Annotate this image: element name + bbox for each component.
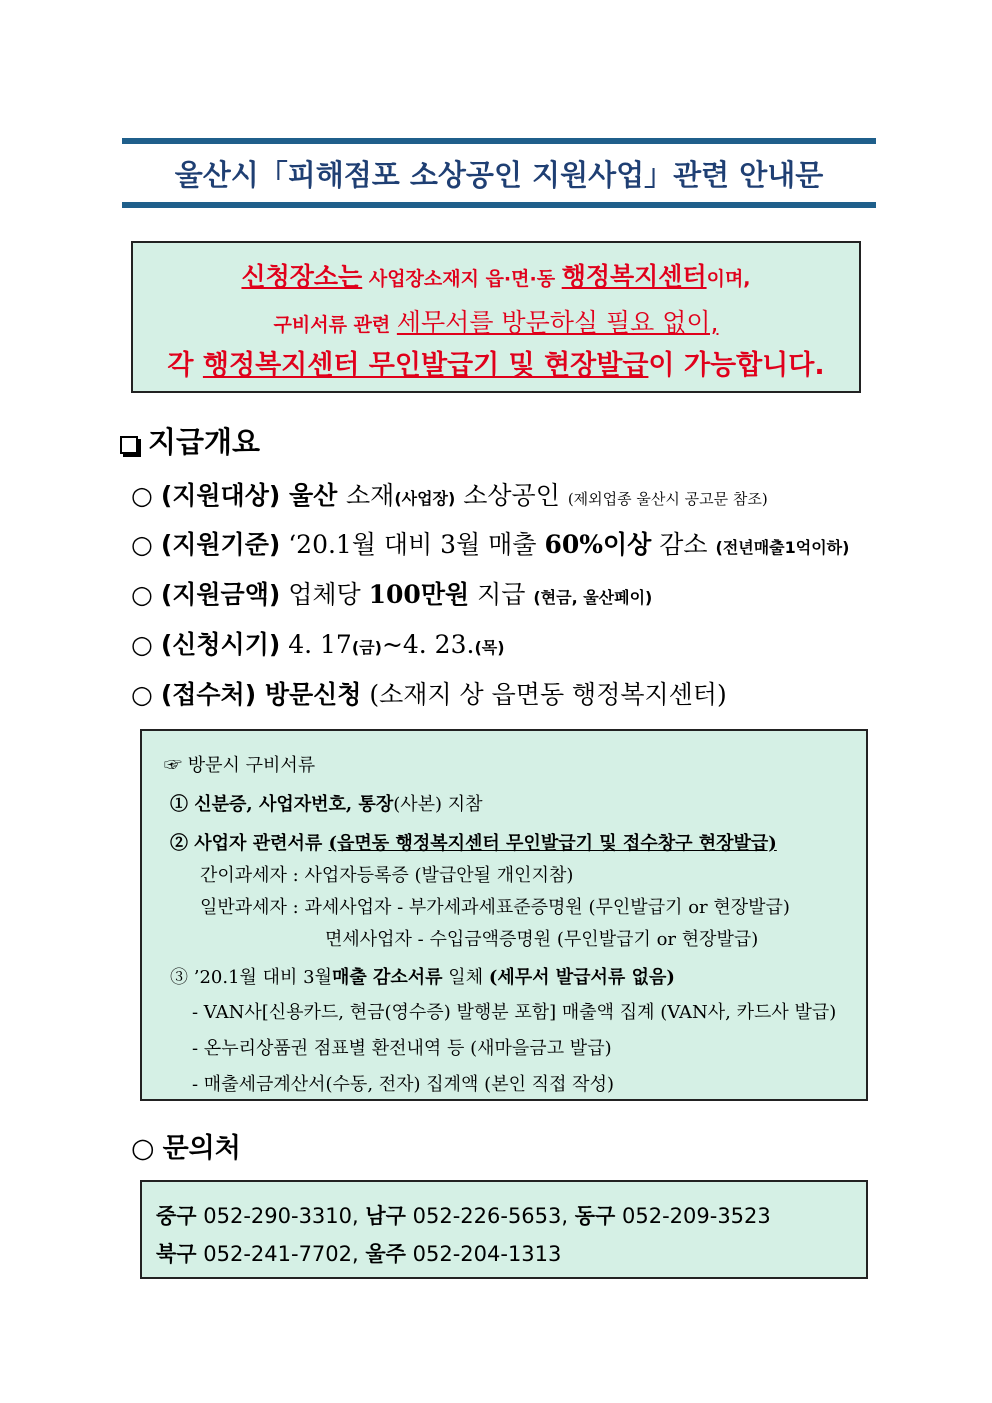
docs-tax-invoice: - 매출세금계산서(수동, 전자) 집계액 (본인 직접 작성) (192, 1074, 614, 1095)
item-criteria (131, 525, 849, 561)
circle-bullet-icon: ○ (131, 530, 153, 559)
checkbox-icon (120, 436, 138, 454)
target-merchants: 소상공인 (455, 481, 568, 510)
notice-line-3 (133, 343, 859, 382)
docs-exempt-taxpayer: 면세사업자 - 수입금액증명원 (무인발급기 or 현장발급) (325, 929, 759, 950)
target-workplace: (사업장) (394, 489, 456, 508)
notice-docs-label: 구비서류 관련 (273, 314, 397, 336)
docs-header: ☞ 방문시 구비서류 (164, 755, 316, 776)
amount-method: (현금, 울산페이) (533, 588, 653, 607)
docs-item-2-issue: (읍면동 행정복지센터 무인발급기 및 접수창구 현장발급) (328, 833, 777, 854)
notice-place-text: 사업장소재지 읍·면·동 (362, 268, 562, 290)
circle-bullet-icon: ○ (131, 680, 153, 709)
place-label: (접수처) (160, 680, 257, 709)
notice-possible: 이 가능합니다. (648, 350, 825, 381)
notice-place-label: 신청장소는 (241, 262, 363, 291)
docs-item-1-bold: ① 신분증, 사업자번호, 통장 (170, 794, 394, 815)
docs-item-3-sales: 매출 감소서류 (331, 967, 443, 988)
docs-item-3-note: (세무서 발급서류 없음) (488, 967, 675, 988)
notice-no-visit: 세무서를 방문하실 필요 없이, (396, 308, 719, 337)
amount-label: (지원금액) (160, 580, 281, 609)
contact-buk-label: 북구 (156, 1242, 197, 1266)
contact-nam-number: 052-226-5653, (405, 1204, 575, 1228)
criteria-decrease: 감소 (651, 530, 716, 559)
target-exclusion: (제외업종 울산시 공고문 참조) (567, 490, 768, 508)
period-start-day: (금) (351, 638, 382, 657)
criteria-text: ‘20.1월 대비 3월 매출 (280, 530, 545, 559)
docs-van: - VAN사[신용카드, 현금(영수증) 발행분 포함] 매출액 집계 (VAN사, 카드사 발급) (192, 1002, 837, 1023)
criteria-label: (지원기준) (160, 530, 281, 559)
target-ulsan: 울산 (280, 481, 346, 510)
contact-ulju-label: 울주 (365, 1242, 406, 1266)
docs-item-3-compare: ③ ’20.1월 대비 3월 (170, 967, 332, 988)
docs-onnuri: - 온누리상품권 점표별 환전내역 등 (새마을금고 발급) (192, 1038, 612, 1059)
amount-value: 100만원 (368, 580, 470, 609)
docs-simple-taxpayer: 간이과세자 : 사업자등록증 (발급안될 개인지참) (200, 865, 574, 886)
page-title: 울산시「피해점포 소상공인 지원사업」관련 안내문 (174, 157, 824, 192)
docs-box (140, 729, 868, 1101)
notice-each: 각 (167, 350, 203, 381)
period-start: 4. 17 (280, 630, 352, 659)
notice-suffix: 이며, (706, 268, 751, 290)
circle-bullet-icon: ○ (131, 630, 153, 659)
section-header (120, 420, 260, 461)
docs-item-1 (170, 790, 483, 816)
contact-jung-number: 052-290-3310, (196, 1204, 366, 1228)
title-band (122, 138, 876, 208)
criteria-note: (전년매출1억이하) (715, 538, 850, 557)
amount-per: 업체당 (280, 580, 369, 609)
item-period (131, 625, 505, 661)
docs-item-3-all: 일체 (442, 967, 489, 988)
contact-ulju-number: 052-204-1313 (405, 1242, 562, 1266)
period-end: ~4. 23. (381, 630, 475, 659)
place-visit: 방문신청 (256, 680, 362, 709)
period-end-day: (목) (474, 638, 505, 657)
contact-box (140, 1180, 868, 1279)
circle-bullet-icon: ○ (131, 481, 153, 510)
docs-general-taxpayer: 일반과세자 : 과세사업자 - 부가세과세표준증명원 (무인발급기 or 현장발급) (200, 897, 790, 918)
contact-dong-label: 동구 (574, 1204, 616, 1228)
notice-line-1 (133, 257, 859, 293)
notice-kiosk: 행정복지센터 무인발급기 및 현장발급 (202, 350, 649, 381)
docs-item-3 (170, 963, 675, 989)
contact-title: 문의처 (162, 1133, 241, 1164)
contact-dong-number: 052-209-3523 (615, 1204, 771, 1228)
notice-box (131, 241, 861, 393)
section-title: 지급개요 (148, 425, 261, 459)
contact-jung-label: 중구 (156, 1204, 197, 1228)
item-target (131, 476, 768, 512)
docs-item-1-copy: (사본) 지참 (393, 794, 483, 815)
contact-header (131, 1126, 241, 1165)
place-detail: (소재지 상 읍면동 행정복지센터) (361, 680, 727, 709)
notice-center: 행정복지센터 (561, 262, 707, 291)
contact-nam-label: 남구 (365, 1204, 406, 1228)
docs-item-2 (170, 829, 777, 855)
amount-pay: 지급 (469, 580, 534, 609)
notice-line-2 (133, 303, 859, 339)
item-place (131, 675, 727, 711)
circle-bullet-icon: ○ (131, 1133, 155, 1164)
docs-item-2-label: ② 사업자 관련서류 (170, 833, 329, 854)
criteria-percent: 60%이상 (544, 530, 652, 559)
item-amount (131, 575, 652, 611)
target-location: 소재 (346, 481, 395, 510)
contact-buk-number: 052-241-7702, (196, 1242, 366, 1266)
contact-line-1 (156, 1200, 771, 1230)
period-label: (신청시기) (160, 630, 281, 659)
contact-line-2 (156, 1238, 561, 1268)
circle-bullet-icon: ○ (131, 580, 153, 609)
target-label: (지원대상) (160, 481, 281, 510)
